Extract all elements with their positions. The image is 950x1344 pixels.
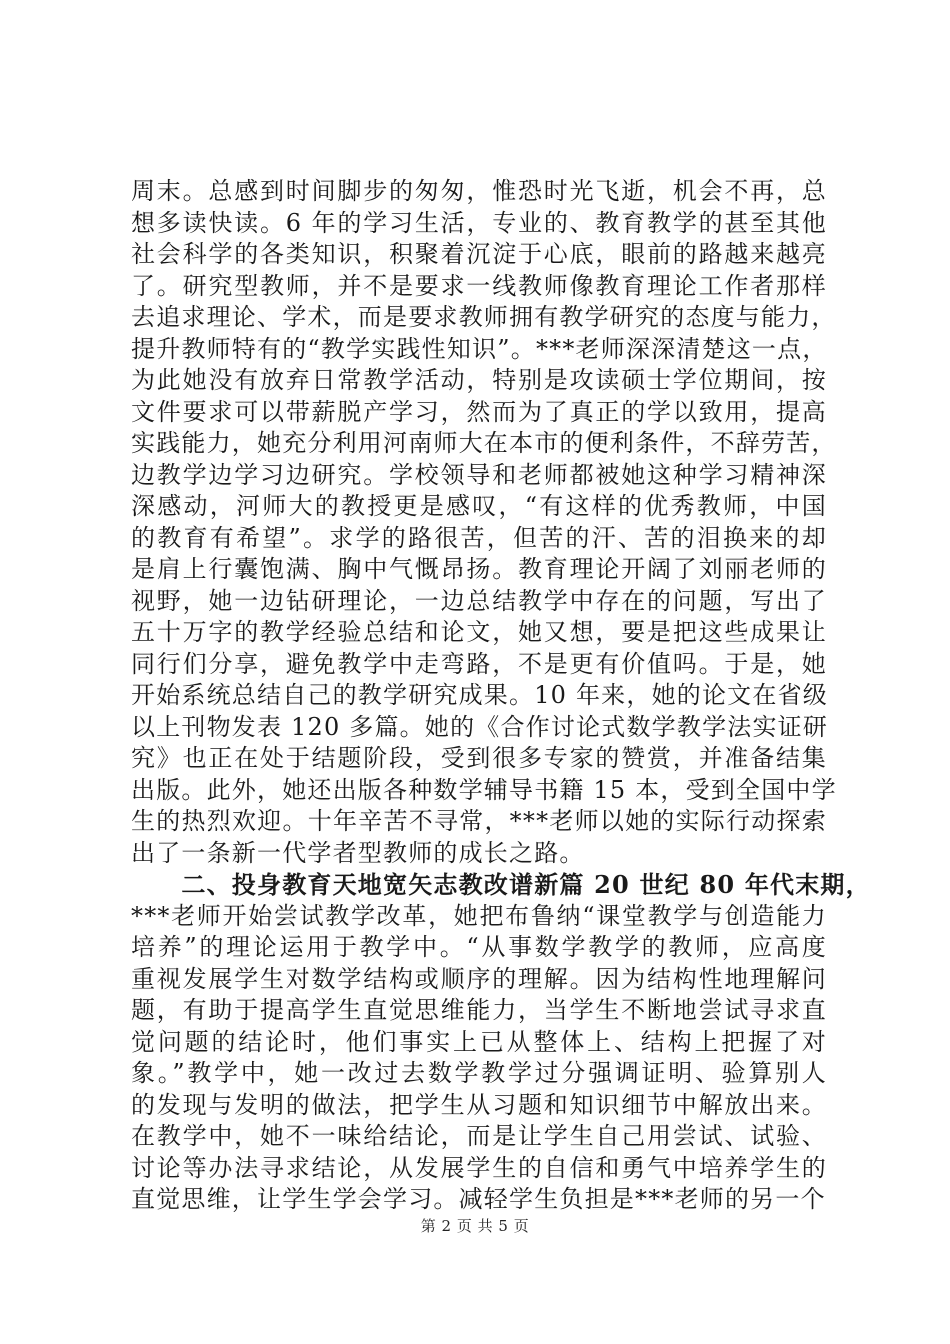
text-line: 了。研究型教师，并不是要求一线教师像教育理论工作者那样 bbox=[131, 271, 827, 300]
text-line: 去追求理论、学术，而是要求教师拥有教学研究的态度与能力， bbox=[131, 303, 837, 331]
text-line: 实践能力，她充分利用河南师大在本市的便利条件，不辞劳苦， bbox=[131, 429, 837, 457]
text-line: 出版。此外，她还出版各种数学辅导书籍 15 本，受到全国中学 bbox=[131, 775, 837, 804]
text-line: 视野，她一边钻研理论，一边总结教学中存在的问题，写出了 bbox=[131, 586, 827, 615]
text-line: 五十万字的教学经验总结和论文，她又想，要是把这些成果让 bbox=[131, 618, 827, 646]
text-line: 觉问题的结论时，他们事实上已从整体上、结构上把握了对 bbox=[131, 1027, 827, 1056]
text-line: 究》也正在处于结题阶段，受到很多专家的赞赏，并准备结集 bbox=[131, 744, 827, 772]
text-line: 文件要求可以带薪脱产学习，然而为了真正的学以致用，提高 bbox=[131, 397, 827, 426]
text-line: 出了一条新一代学者型教师的成长之路。 bbox=[131, 838, 585, 867]
text-line: 深感动，河师大的教授更是感叹，“有这样的优秀教师，中国 bbox=[131, 492, 827, 520]
page-footer: 第 2 页 共 5 页 bbox=[420, 1217, 530, 1235]
text-line: 讨论等办法寻求结论，从发展学生的自信和勇气中培养学生的 bbox=[131, 1153, 827, 1182]
text-line: 直觉思维，让学生学会学习。减轻学生负担是***老师的另一个 bbox=[131, 1185, 826, 1213]
text-line: 周末。总感到时间脚步的匆匆，惟恐时光飞逝，机会不再，总 bbox=[131, 177, 827, 205]
text-line: 提升教师特有的“教学实践性知识”。***老师深深清楚这一点， bbox=[131, 334, 828, 363]
text-line: 是肩上行囊饱满、胸中气慨昂扬。教育理论开阔了刘丽老师的 bbox=[131, 555, 827, 583]
body-text bbox=[131, 176, 871, 1216]
text-line: 二、投身教育天地宽矢志教改谱新篇 20 世纪 80 年代末期， bbox=[131, 870, 871, 899]
text-line: ***老师开始尝试教学改革，她把布鲁纳“课堂教学与创造能力 bbox=[131, 901, 827, 930]
text-line: 社会科学的各类知识，积聚着沉淀于心底，眼前的路越来越亮 bbox=[131, 240, 827, 268]
text-line: 的发现与发明的做法，把学生从习题和知识细节中解放出来。 bbox=[131, 1090, 827, 1119]
text-line: 以上刊物发表 120 多篇。她的《合作讨论式数学教学法实证研 bbox=[131, 712, 829, 741]
text-line: 象。”教学中，她一改过去数学教学过分强调证明、验算别人 bbox=[131, 1059, 827, 1087]
text-line: 生的热烈欢迎。十年辛苦不寻常，***老师以她的实际行动探索 bbox=[131, 807, 827, 835]
text-line: 重视发展学生对数学结构或顺序的理解。因为结构性地理解问 bbox=[131, 964, 827, 993]
text-line: 题，有助于提高学生直觉思维能力，当学生不断地尝试寻求直 bbox=[131, 996, 827, 1024]
text-line: 开始系统总结自己的教学研究成果。10 年来，她的论文在省级 bbox=[131, 681, 828, 709]
text-line: 在教学中，她不一味给结论，而是让学生自己用尝试、试验、 bbox=[131, 1122, 827, 1150]
text-line: 的教育有希望”。求学的路很苦，但苦的汗、苦的泪换来的却 bbox=[131, 523, 827, 552]
text-line: 培养”的理论运用于教学中。“从事数学教学的教师，应高度 bbox=[131, 933, 827, 961]
text-line: 同行们分享，避免教学中走弯路，不是更有价值吗。于是，她 bbox=[131, 649, 827, 678]
text-line: 边教学边学习边研究。学校领导和老师都被她这种学习精神深 bbox=[131, 460, 827, 489]
text-line: 为此她没有放弃日常教学活动，特别是攻读硕士学位期间，按 bbox=[131, 366, 827, 394]
text-line: 想多读快读。6 年的学习生活，专业的、教育教学的甚至其他 bbox=[131, 208, 827, 237]
